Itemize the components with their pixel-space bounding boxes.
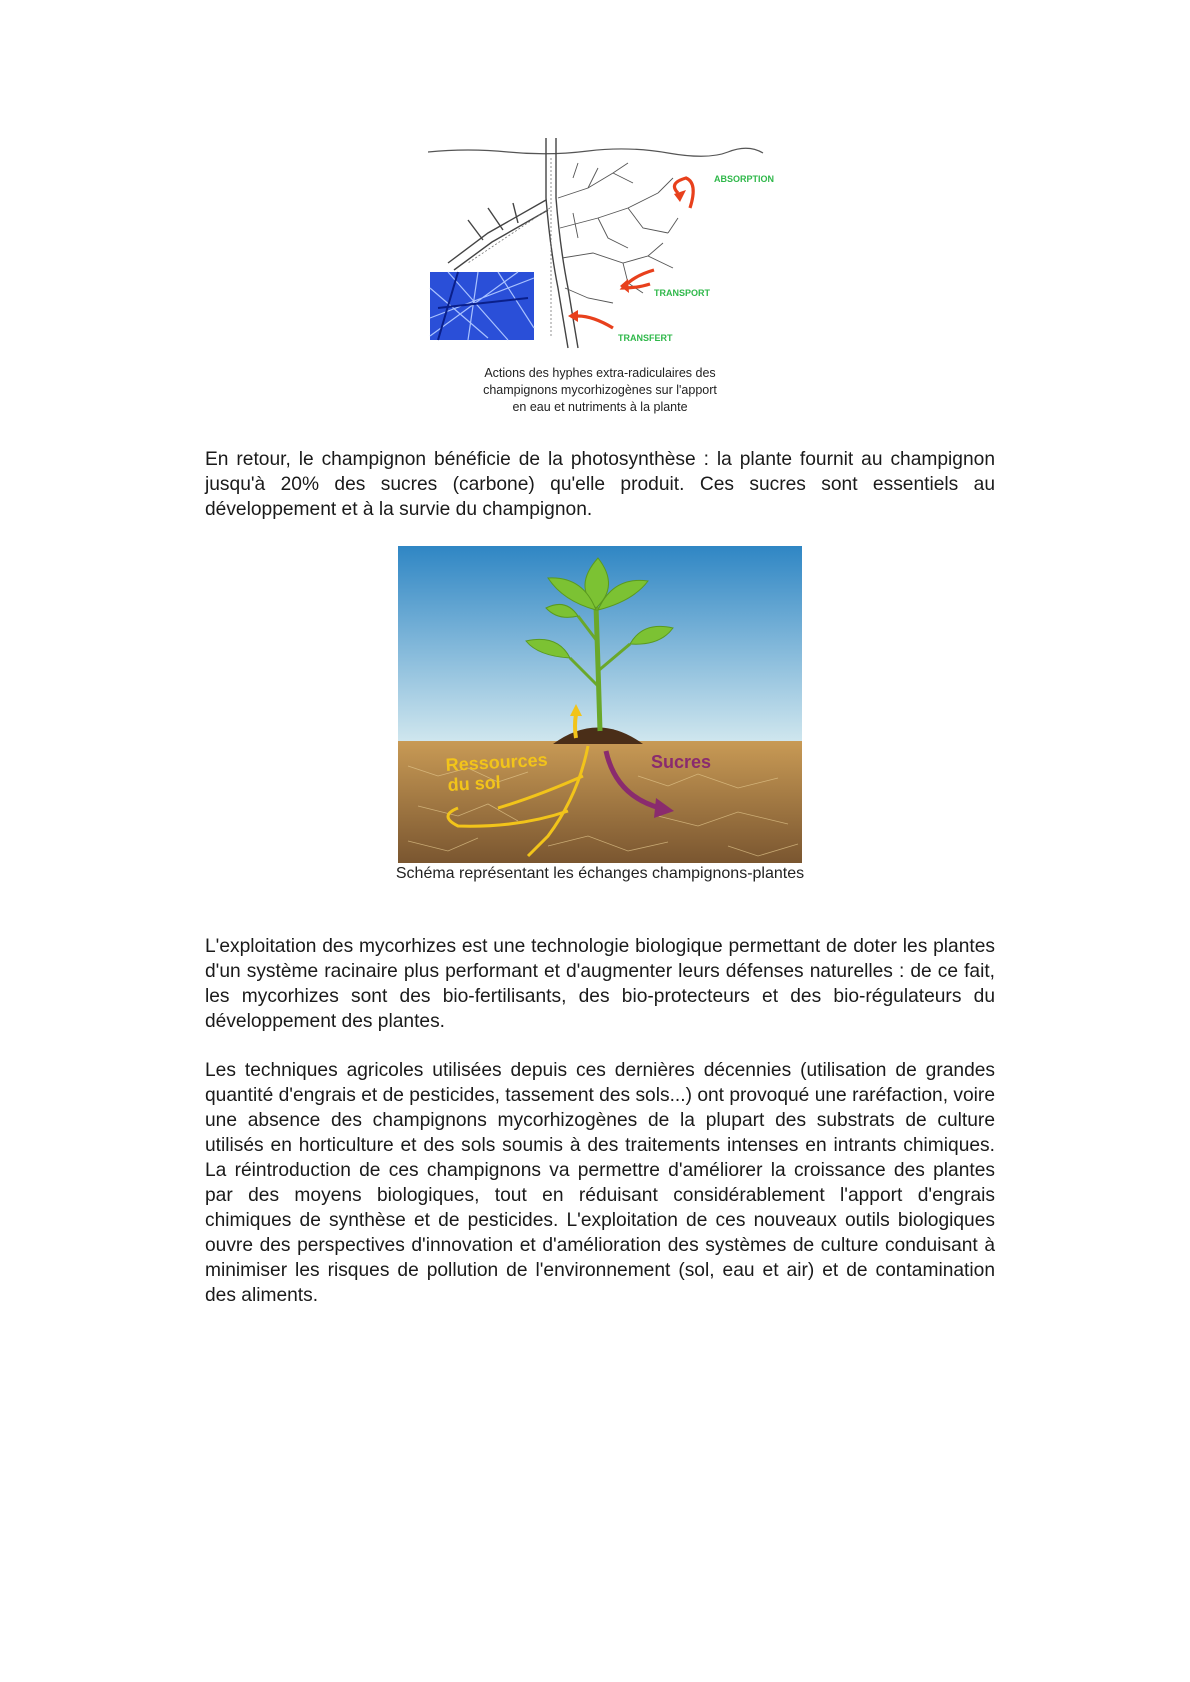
paragraph-photosynthesis: En retour, le champignon bénéficie de la photosynthèse : la plante fournit au champignon jusqu'à 20% des sucres (carbone) qu'elle produit. Ces sucres sont essentiels au développement et à la survie du champignon.	[205, 449, 995, 520]
soil-surface-line	[428, 148, 763, 156]
figure2-caption: Schéma représentant les échanges champignons-plantes	[395, 865, 805, 882]
transfert-arrow	[578, 316, 613, 328]
plant-fungus-exchange-diagram	[398, 546, 802, 863]
paragraph-mycorrhiza-exploitation: L'exploitation des mycorhizes est une technologie biologique permettant de doter les plantes d'un système racinaire plus performant et d'augmenter leurs défenses naturelles : de ce fait, les mycorhizes sont des bio-fertilisants, des bio-protecteurs et des bio-régulateurs du développement des plantes.	[205, 936, 995, 1032]
mycorrhiza-hyphae-diagram	[428, 138, 788, 360]
transport-arrowhead	[620, 279, 629, 293]
micrograph-inset	[430, 272, 534, 340]
label-transfert: TRANSFERT	[618, 333, 673, 343]
label-transport: TRANSPORT	[654, 288, 710, 298]
figure1-caption-line: champignons mycorhizogènes sur l'apport	[483, 383, 717, 397]
figure1-caption	[440, 365, 760, 416]
paragraph-agricultural-techniques: Les techniques agricoles utilisées depuis ces dernières décennies (utilisation de grandes quantité d'engrais et de pesticides, tassement des sols...) ont provoqué une raréfaction, voire une absence des champignons mycorhizogènes de la plupart des substrats de culture utilisés en horticulture et des sols soumis à des traitements intenses en intrants chimiques. La réintroduction de ces champignons va permettre d'améliorer la croissance des plantes par des moyens biologiques, tout en réduisant considérablement l'apport d'engrais chimiques de synthèse et de pesticides. L'exploitation de ces nouveaux outils biologiques ouvre des perspectives d'innovation et d'amélioration des systèmes de culture conduisant à minimiser les risques de pollution de l'environnement (sol, eau et air) et de contamination des aliments.	[205, 1060, 995, 1306]
figure1-caption-line: en eau et nutriments à la plante	[512, 400, 688, 414]
label-ressources-line2: du sol	[447, 772, 502, 795]
red-arrows	[578, 178, 693, 328]
hyphal-network	[558, 163, 678, 303]
label-ressources-line1: Ressources	[445, 749, 549, 775]
label-absorption: ABSORPTION	[714, 174, 775, 184]
lateral-root	[448, 200, 548, 270]
label-sucres: Sucres	[651, 752, 712, 772]
ressources-up-arrow	[575, 714, 576, 738]
figure1-caption-line: Actions des hyphes extra-radiculaires des	[484, 366, 716, 380]
